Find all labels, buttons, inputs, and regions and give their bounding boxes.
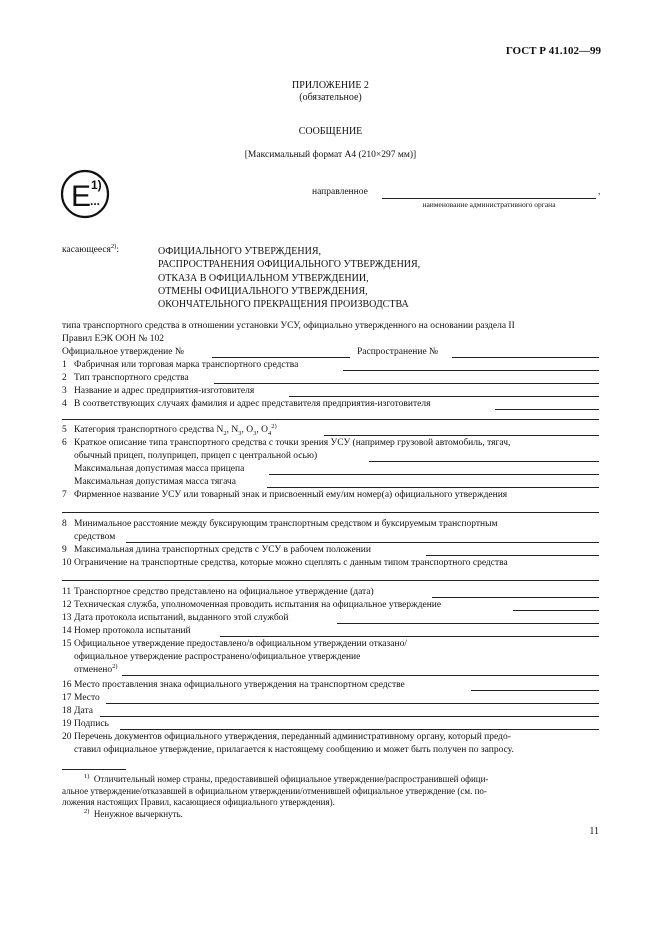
field-15-input[interactable] [122,675,599,676]
field-6: 6 Краткое описание типа транспортного средства с точки зрения УСУ (например грузовой автомобиль, тягач, [62,438,511,448]
field-14: 14 Номер протокола испытаний [62,626,599,639]
tractor-mass-input[interactable] [267,487,599,488]
field-3: 3 Название и адрес предприятия-изготовителя [62,386,599,399]
concerning-options [158,245,420,311]
approval-no-label: Официальное утверждение № [62,347,184,357]
field-4-input[interactable] [495,409,599,410]
field-9: 9 Максимальная длина транспортных средств с УСУ в рабочем положении [62,545,599,558]
field-16-input[interactable] [471,690,599,691]
concerning-option[interactable]: РАСПРОСТРАНЕНИЯ ОФИЦИАЛЬНОГО УТВЕРЖДЕНИЯ, [158,259,421,271]
field-6-line-2: обычный прицеп, полуприцеп, прицеп с центральной осью) [62,451,599,464]
approval-numbers-row [62,347,599,360]
concerning-option[interactable]: ОТКАЗА В ОФИЦИАЛЬНОМ УТВЕРЖДЕНИИ, [158,272,369,284]
field-15-line-2: официальное утверждение распространено/официальное утверждение [74,652,361,662]
field-8-line-2: средством [62,532,599,545]
e-mark-dots: ... [90,194,101,208]
e-mark-letter: E [71,180,92,213]
e-mark-footnote: 1) [91,178,102,192]
field-19: 19 Подпись [62,719,599,732]
footnote-1: $^{1)}$ Отличительный номер страны, предоставившей официальное утверждение/распространившей офици- альное утверждение/отказавшей в официальном утверждении/отменившей официальное утверждение (см. по- ложения настоящих Правил, касающиеся официального утверждения). [62,773,489,807]
format-note: [Максимальный формат А4 (210×297 мм)] [244,150,417,160]
intro-line-2: Правил ЕЭК ООН № 102 [62,334,164,344]
extension-no-label: Распространение № [357,347,439,357]
standard-code: ГОСТ Р 41.102—99 [505,45,601,57]
tractor-mass-row: Максимальная допустимая масса тягача [62,477,599,490]
field-5: 5 Категория транспортного средства $N_2$, $N_3$, $O_3$, $O_4^{2)}$ [62,425,599,438]
extension-no-field[interactable] [452,357,599,358]
field-10: 10 Ограничение на транспортные средства, которые можно сцеплять с данным типом транспортного средства [62,558,508,568]
field-14-input[interactable] [220,636,599,637]
sent-to-caption: наименование административного органа [422,200,556,209]
field-9-input[interactable] [426,555,599,556]
field-6-input[interactable] [369,461,599,462]
field-10-input[interactable] [62,580,599,581]
field-20: 20 Перечень документов официального утверждения, переданный административному органу, который предо- [62,732,511,742]
concerning-label: касающееся$^{2)}$: [62,242,119,255]
field-12-input[interactable] [513,610,599,611]
field-4: 4 В соответствующих случаях фамилия и адрес представителя предприятия-изготовителя [62,399,599,412]
field-11: 11 Транспортное средство представлено на официальное утверждение (дата) [62,587,599,600]
field-12: 12 Техническая служба, уполномоченная проводить испытания на официальное утверждение [62,600,599,613]
field-17: 17 Место [62,693,599,706]
trailer-mass-input[interactable] [269,474,599,475]
field-1-input[interactable] [343,370,599,371]
field-4-continuation[interactable] [62,419,599,420]
field-15-line-3: отменено$^{2)}$ [62,665,599,678]
field-13-input[interactable] [337,623,599,624]
field-8: 8 Минимальное расстояние между буксирующим транспортным средством и буксируемым транспортным [62,519,498,529]
footnote-2: $^{2)}$ Ненужное вычеркнуть. [84,808,183,819]
footnote-divider [62,769,126,770]
field-3-input[interactable] [289,396,599,397]
field-5-input[interactable] [324,435,599,436]
concerning-option[interactable]: ОКОНЧАТЕЛЬНОГО ПРЕКРАЩЕНИЯ ПРОИЗВОДСТВА [158,299,409,311]
field-18: 18 Дата [62,706,599,719]
appendix-heading [0,80,661,104]
field-1: 1 Фабричная или торговая марка транспортного средства [62,360,599,373]
appendix-title: ПРИЛОЖЕНИЕ 2 [292,80,369,91]
field-13: 13 Дата протокола испытаний, выданного этой службой [62,613,599,626]
intro-line-1: типа транспортного средства в отношении установки УСУ, официально утвержденного на основании раздела II [62,321,515,331]
sent-to-field[interactable] [382,198,596,199]
field-7-input[interactable] [62,512,599,513]
field-20-line-2: ставил официальное утверждение, прилагается к настоящему сообщению и может быть получен по запросу. [74,745,514,755]
field-19-input[interactable] [120,729,599,730]
field-2-input[interactable] [214,383,599,384]
field-18-input[interactable] [100,716,599,717]
field-11-input[interactable] [432,597,599,598]
page-number: 11 [589,826,599,837]
field-15: 15 Официальное утверждение предоставлено/в официальном утверждении отказано/ [62,639,407,649]
trailer-mass-row: Максимальная допустимая масса прицепа [62,464,599,477]
field-16: 16 Место проставления знака официального утверждения на транспортном средстве [62,680,599,693]
field-17-input[interactable] [106,703,599,704]
sent-to-label: направленное [312,187,368,197]
e-mark-icon [60,168,122,220]
concerning-option[interactable]: ОФИЦИАЛЬНОГО УТВЕРЖДЕНИЯ, [158,246,322,257]
concerning-option[interactable]: ОТМЕНЫ ОФИЦИАЛЬНОГО УТВЕРЖДЕНИЯ, [158,285,368,297]
approval-no-field[interactable] [212,357,350,358]
appendix-status: (обязательное) [299,92,362,103]
field-8-input[interactable] [126,542,599,543]
message-title: СООБЩЕНИЕ [298,126,363,137]
field-7: 7 Фирменное название УСУ или товарный знак и присвоенный ему/им номер(а) официального утверждения [62,490,508,500]
field-2: 2 Тип транспортного средства [62,373,599,386]
